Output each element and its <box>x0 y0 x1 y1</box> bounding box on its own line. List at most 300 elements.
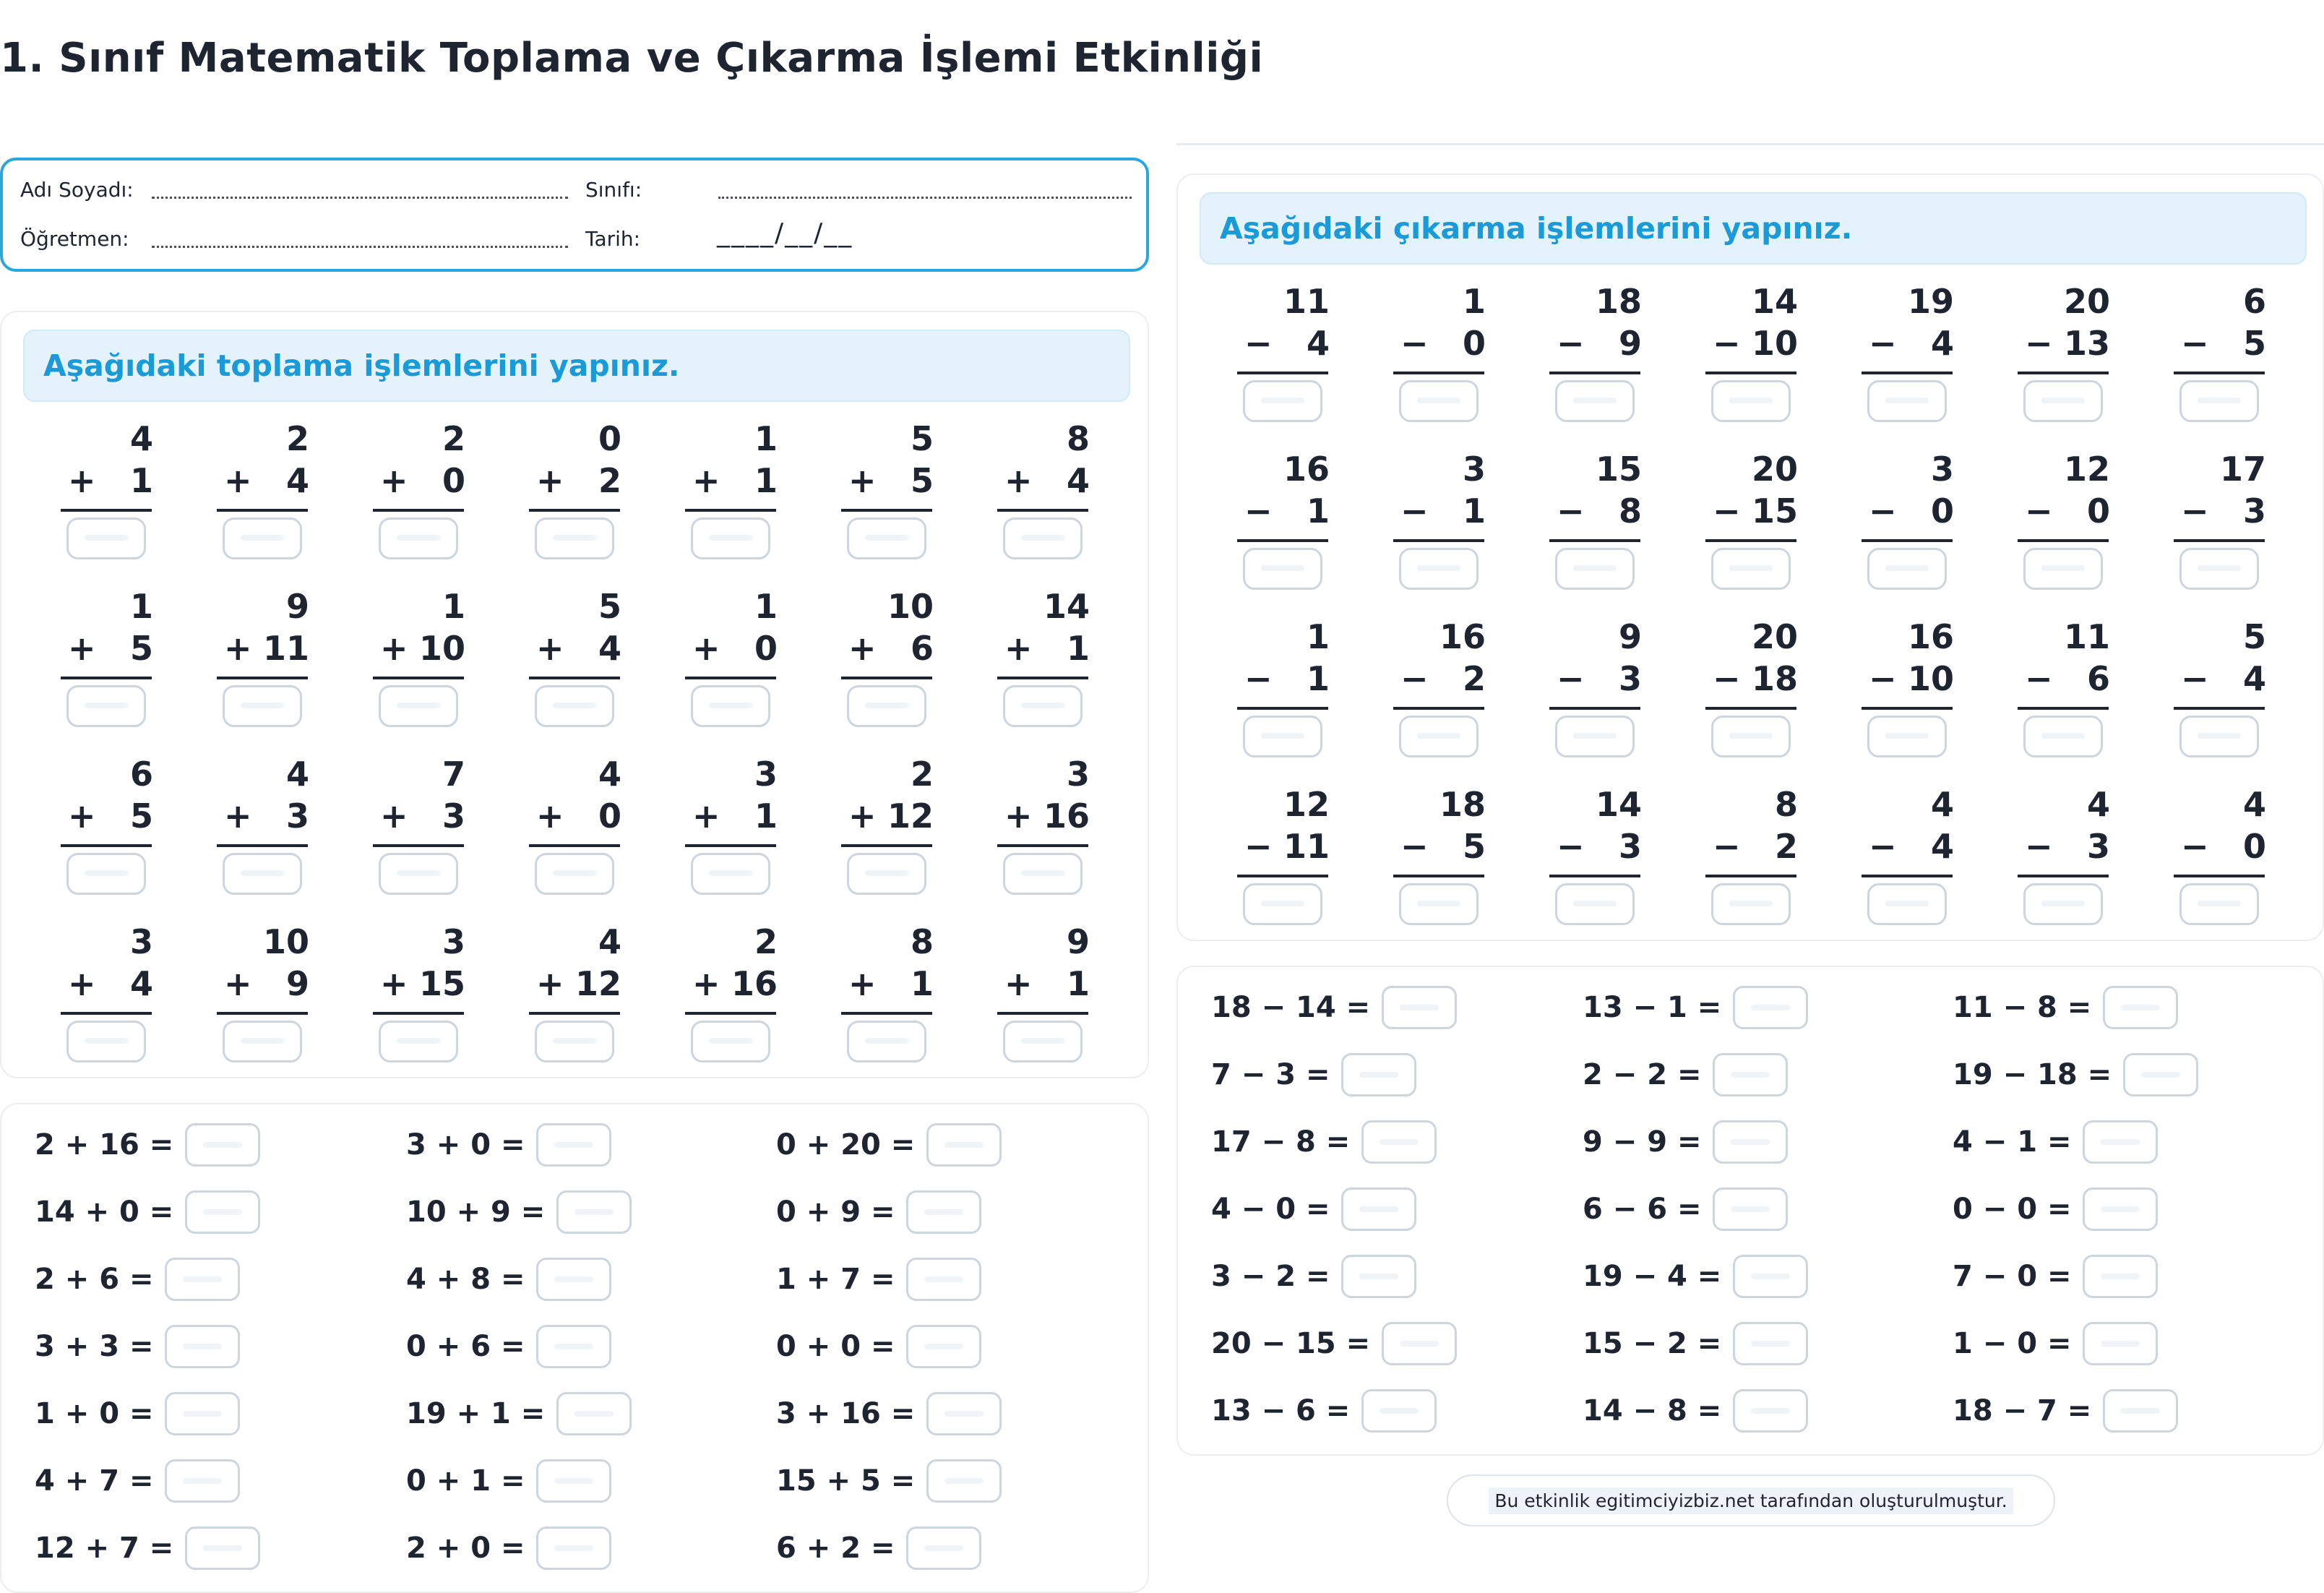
date-field[interactable]: ____/__/__ <box>717 218 853 248</box>
equation-text: 12 + 7 = <box>35 1532 174 1565</box>
addition-equation <box>406 1458 611 1504</box>
equation-text: 0 − 0 = <box>1953 1193 2072 1226</box>
bottom-number: 10 <box>418 629 465 668</box>
bottom-number: 0 <box>442 461 465 500</box>
addition-equation <box>406 1323 611 1370</box>
answer-box[interactable] <box>2083 1120 2158 1164</box>
subtraction-equation <box>1211 1052 1416 1098</box>
answer-box[interactable] <box>2083 1255 2158 1298</box>
top-number: 2 <box>285 419 309 458</box>
bottom-number: 4 <box>598 629 621 668</box>
sum-line <box>61 1012 152 1015</box>
subtraction-equation <box>1953 1119 2158 1165</box>
answer-box[interactable] <box>1555 548 1635 590</box>
answer-box[interactable] <box>66 685 146 727</box>
answer-box[interactable] <box>223 853 302 895</box>
subtraction-problem <box>1860 450 1968 594</box>
answer-box[interactable] <box>223 1021 302 1062</box>
answer-box[interactable] <box>2083 1188 2158 1231</box>
plus-sign: + <box>536 964 564 1003</box>
addition-problem <box>684 419 792 564</box>
top-number: 3 <box>754 755 778 794</box>
top-number: 4 <box>598 755 621 794</box>
student-info-box <box>0 158 1149 272</box>
top-number: 15 <box>1595 450 1642 489</box>
subtraction-problem <box>1860 282 1968 426</box>
answer-box[interactable] <box>1555 883 1635 925</box>
plus-sign: + <box>1004 461 1033 500</box>
top-number: 6 <box>2242 282 2266 321</box>
top-number: 3 <box>129 922 153 961</box>
answer-box[interactable] <box>847 518 926 559</box>
sum-line <box>2018 875 2109 877</box>
answer-box[interactable] <box>691 1021 770 1062</box>
bottom-number: 4 <box>129 964 153 1003</box>
sum-line <box>1862 372 1953 374</box>
minus-sign: − <box>1400 324 1429 363</box>
bottom-number: 1 <box>129 461 153 500</box>
answer-box[interactable] <box>1003 685 1083 727</box>
sum-line <box>1549 539 1640 542</box>
answer-box[interactable] <box>66 1021 146 1062</box>
subtraction-section-header <box>1200 192 2307 265</box>
sum-line <box>841 1012 932 1015</box>
bottom-number: 11 <box>262 629 309 668</box>
answer-box[interactable] <box>1711 380 1791 422</box>
answer-box[interactable] <box>379 685 458 727</box>
sum-line <box>373 509 464 512</box>
answer-box[interactable] <box>2023 380 2103 422</box>
sum-line <box>61 844 152 847</box>
subtraction-problem <box>1860 617 1968 762</box>
addition-problem <box>996 419 1104 564</box>
subtraction-problem <box>1704 450 1812 594</box>
sum-line <box>997 1012 1088 1015</box>
answer-box[interactable] <box>535 685 614 727</box>
addition-equation <box>406 1189 632 1235</box>
sum-line <box>1705 539 1796 542</box>
top-number: 18 <box>1439 785 1486 824</box>
top-number: 1 <box>754 419 778 458</box>
plus-sign: + <box>380 629 408 668</box>
bottom-number: 4 <box>1306 324 1330 363</box>
answer-box[interactable] <box>691 518 770 559</box>
subtraction-problem <box>1236 282 1344 426</box>
sum-line <box>685 509 776 512</box>
subtraction-equation <box>1583 1321 1808 1367</box>
subtraction-equation <box>1953 1052 2198 1098</box>
sum-line <box>1393 539 1484 542</box>
answer-box[interactable] <box>2103 1389 2178 1433</box>
addition-problem <box>684 922 792 1067</box>
addition-panel <box>0 311 1149 1078</box>
answer-box[interactable] <box>535 853 614 895</box>
addition-problem <box>528 922 636 1067</box>
equation-text: 7 − 3 = <box>1211 1058 1330 1091</box>
answer-box[interactable] <box>223 685 302 727</box>
bottom-number: 3 <box>285 796 309 836</box>
answer-box[interactable] <box>536 1325 611 1368</box>
subtraction-equation <box>1953 1321 2158 1367</box>
bottom-number: 2 <box>598 461 621 500</box>
answer-box[interactable] <box>1361 1389 1437 1433</box>
addition-equation <box>406 1391 632 1437</box>
answer-box[interactable] <box>1243 716 1322 757</box>
sum-line <box>1549 372 1640 374</box>
top-number: 3 <box>1462 450 1486 489</box>
equation-text: 1 + 7 = <box>776 1263 895 1296</box>
addition-problem <box>59 755 168 899</box>
answer-box[interactable] <box>2083 1322 2158 1365</box>
answer-box[interactable] <box>1243 548 1322 590</box>
answer-box[interactable] <box>1361 1120 1437 1164</box>
addition-list-panel <box>0 1103 1149 1593</box>
equation-text: 0 + 1 = <box>406 1464 525 1498</box>
minus-sign: − <box>2181 324 2209 363</box>
subtraction-problem <box>1704 282 1812 426</box>
answer-box[interactable] <box>1867 380 1947 422</box>
equation-text: 9 − 9 = <box>1583 1125 1702 1159</box>
answer-box[interactable] <box>379 853 458 895</box>
answer-box[interactable] <box>926 1392 1002 1435</box>
sum-line <box>2018 539 2109 542</box>
answer-box[interactable] <box>2179 883 2259 925</box>
addition-equation <box>35 1323 240 1370</box>
answer-box[interactable] <box>536 1527 611 1570</box>
bottom-number: 12 <box>574 964 621 1003</box>
bottom-number: 5 <box>910 461 934 500</box>
answer-box[interactable] <box>2179 716 2259 757</box>
addition-problem <box>371 922 480 1067</box>
answer-box[interactable] <box>1341 1188 1416 1231</box>
minus-sign: − <box>1713 491 1741 531</box>
plus-sign: + <box>68 629 96 668</box>
bottom-number: 3 <box>1618 659 1642 698</box>
subtraction-section-title: Aşağıdaki çıkarma işlemlerini yapınız. <box>1220 211 1853 246</box>
sum-line <box>997 677 1088 679</box>
top-number: 1 <box>129 587 153 626</box>
subtraction-problem <box>1704 785 1812 929</box>
sum-line <box>685 1012 776 1015</box>
addition-equation <box>35 1525 260 1571</box>
answer-box[interactable] <box>1399 716 1479 757</box>
answer-box[interactable] <box>691 685 770 727</box>
plus-sign: + <box>536 461 564 500</box>
subtraction-equation <box>1953 1253 2158 1300</box>
sum-line <box>217 509 308 512</box>
answer-box[interactable] <box>535 518 614 559</box>
subtraction-equation <box>1211 1186 1416 1232</box>
answer-box[interactable] <box>2023 716 2103 757</box>
top-number: 8 <box>1774 785 1798 824</box>
bottom-number: 5 <box>2242 324 2266 363</box>
answer-box[interactable] <box>1713 1188 1788 1231</box>
subtraction-problem <box>1392 450 1500 594</box>
answer-box[interactable] <box>1867 716 1947 757</box>
answer-box[interactable] <box>1003 853 1083 895</box>
answer-box[interactable] <box>2123 1053 2198 1096</box>
addition-problem <box>59 419 168 564</box>
subtraction-problem <box>1704 617 1812 762</box>
answer-box[interactable] <box>66 853 146 895</box>
bottom-number: 4 <box>1930 324 1954 363</box>
answer-box[interactable] <box>536 1123 611 1167</box>
equation-text: 2 − 2 = <box>1583 1058 1702 1091</box>
bottom-number: 16 <box>731 964 778 1003</box>
equation-text: 13 − 1 = <box>1583 991 1722 1024</box>
name-field[interactable] <box>152 197 568 199</box>
answer-box[interactable] <box>1711 883 1791 925</box>
subtraction-problem <box>1860 785 1968 929</box>
equation-text: 6 − 6 = <box>1583 1193 1702 1226</box>
answer-box[interactable] <box>535 1021 614 1062</box>
top-number: 4 <box>129 419 153 458</box>
answer-box[interactable] <box>1733 1322 1808 1365</box>
top-number: 11 <box>1283 282 1330 321</box>
answer-box[interactable] <box>2023 548 2103 590</box>
minus-sign: − <box>1244 491 1273 531</box>
equation-text: 17 − 8 = <box>1211 1125 1351 1159</box>
answer-box[interactable] <box>906 1258 981 1301</box>
subtraction-equation <box>1953 1388 2178 1434</box>
minus-sign: − <box>2025 827 2053 866</box>
equation-text: 3 + 16 = <box>776 1397 916 1430</box>
answer-box[interactable] <box>379 1021 458 1062</box>
answer-box[interactable] <box>1733 1389 1808 1433</box>
addition-equation <box>406 1256 611 1302</box>
plus-sign: + <box>68 964 96 1003</box>
bottom-number: 10 <box>1751 324 1798 363</box>
answer-box[interactable] <box>536 1459 611 1503</box>
bottom-number: 2 <box>1462 659 1486 698</box>
answer-box[interactable] <box>847 685 926 727</box>
bottom-number: 9 <box>1618 324 1642 363</box>
plus-sign: + <box>692 629 720 668</box>
subtraction-problem <box>1392 785 1500 929</box>
teacher-field[interactable] <box>152 246 568 248</box>
answer-box[interactable] <box>1341 1255 1416 1298</box>
top-number: 4 <box>1930 785 1954 824</box>
subtraction-equation <box>1583 1388 1808 1434</box>
addition-problem <box>840 587 948 731</box>
top-number: 9 <box>1618 617 1642 656</box>
addition-problem <box>996 922 1104 1067</box>
answer-box[interactable] <box>1399 883 1479 925</box>
sum-line <box>217 1012 308 1015</box>
plus-sign: + <box>224 796 252 836</box>
subtraction-problem <box>1236 617 1344 762</box>
equation-text: 19 + 1 = <box>406 1397 546 1430</box>
top-number: 1 <box>1462 282 1486 321</box>
bottom-number: 3 <box>2242 491 2266 531</box>
top-number: 5 <box>910 419 934 458</box>
class-label: Sınıfı: <box>585 178 642 202</box>
plus-sign: + <box>848 964 877 1003</box>
answer-box[interactable] <box>1713 1120 1788 1164</box>
answer-box[interactable] <box>906 1190 981 1234</box>
addition-equation <box>406 1525 611 1571</box>
addition-problem <box>840 419 948 564</box>
top-number: 12 <box>2063 450 2110 489</box>
answer-box[interactable] <box>556 1392 632 1435</box>
plus-sign: + <box>68 796 96 836</box>
answer-box[interactable] <box>1382 986 1457 1029</box>
addition-equation <box>35 1189 260 1235</box>
minus-sign: − <box>1400 827 1429 866</box>
answer-box[interactable] <box>1382 1322 1457 1365</box>
bottom-number: 5 <box>1462 827 1486 866</box>
equation-text: 7 − 0 = <box>1953 1260 2072 1293</box>
answer-box[interactable] <box>2179 380 2259 422</box>
sum-line <box>1393 707 1484 710</box>
plus-sign: + <box>68 461 96 500</box>
bottom-number: 1 <box>754 461 778 500</box>
answer-box[interactable] <box>1555 716 1635 757</box>
answer-box[interactable] <box>1243 883 1322 925</box>
answer-box[interactable] <box>847 853 926 895</box>
answer-box[interactable] <box>379 518 458 559</box>
answer-box[interactable] <box>1399 548 1479 590</box>
sum-line <box>841 844 932 847</box>
equation-text: 0 + 20 = <box>776 1128 916 1162</box>
answer-box[interactable] <box>1711 716 1791 757</box>
answer-box[interactable] <box>1003 1021 1083 1062</box>
answer-box[interactable] <box>66 518 146 559</box>
addition-equation <box>406 1122 611 1168</box>
top-number: 14 <box>1043 587 1090 626</box>
top-number: 9 <box>1066 922 1090 961</box>
answer-box[interactable] <box>185 1123 260 1167</box>
minus-sign: − <box>2181 659 2209 698</box>
answer-box[interactable] <box>536 1258 611 1301</box>
answer-box[interactable] <box>1243 380 1322 422</box>
answer-box[interactable] <box>2023 883 2103 925</box>
addition-problem <box>528 419 636 564</box>
answer-box[interactable] <box>691 853 770 895</box>
answer-box[interactable] <box>2103 986 2178 1029</box>
answer-box[interactable] <box>1341 1053 1416 1096</box>
answer-box[interactable] <box>1867 548 1947 590</box>
plus-sign: + <box>692 461 720 500</box>
answer-box[interactable] <box>165 1459 240 1503</box>
answer-box[interactable] <box>223 518 302 559</box>
answer-box[interactable] <box>1733 986 1808 1029</box>
sum-line <box>2174 875 2265 877</box>
class-field[interactable] <box>718 197 1132 199</box>
equation-text: 0 + 0 = <box>776 1330 895 1363</box>
sum-line <box>2174 372 2265 374</box>
minus-sign: − <box>1557 491 1585 531</box>
minus-sign: − <box>1244 659 1273 698</box>
sum-line <box>1705 875 1796 877</box>
bottom-number: 1 <box>1066 964 1090 1003</box>
equation-text: 4 + 8 = <box>406 1263 525 1296</box>
answer-box[interactable] <box>1711 548 1791 590</box>
top-number: 5 <box>2242 617 2266 656</box>
equation-text: 18 − 14 = <box>1211 991 1371 1024</box>
subtraction-equation <box>1583 984 1808 1031</box>
sum-line <box>373 677 464 679</box>
answer-box[interactable] <box>1713 1053 1788 1096</box>
answer-box[interactable] <box>906 1527 981 1570</box>
answer-box[interactable] <box>1867 883 1947 925</box>
answer-box[interactable] <box>1733 1255 1808 1298</box>
answer-box[interactable] <box>2179 548 2259 590</box>
addition-equation <box>776 1122 1002 1168</box>
answer-box[interactable] <box>556 1190 632 1234</box>
addition-problem <box>215 587 324 731</box>
sum-line <box>997 509 1088 512</box>
bottom-number: 2 <box>1774 827 1798 866</box>
subtraction-equation <box>1211 984 1457 1031</box>
equation-text: 1 − 0 = <box>1953 1327 2072 1360</box>
plus-sign: + <box>692 796 720 836</box>
sum-line <box>2174 707 2265 710</box>
bottom-number: 0 <box>754 629 778 668</box>
subtraction-problem <box>1236 450 1344 594</box>
top-number: 18 <box>1595 282 1642 321</box>
answer-box[interactable] <box>165 1258 240 1301</box>
top-number: 7 <box>442 755 465 794</box>
answer-box[interactable] <box>165 1325 240 1368</box>
minus-sign: − <box>1400 659 1429 698</box>
sum-line <box>1549 707 1640 710</box>
subtraction-problem <box>1548 450 1656 594</box>
addition-section-title: Aşağıdaki toplama işlemlerini yapınız. <box>43 348 680 383</box>
addition-equation <box>35 1122 260 1168</box>
equation-text: 2 + 6 = <box>35 1263 154 1296</box>
subtraction-problem <box>1548 617 1656 762</box>
addition-equation <box>776 1323 981 1370</box>
sum-line <box>529 509 620 512</box>
bottom-number: 0 <box>2086 491 2110 531</box>
sum-line <box>1862 539 1953 542</box>
answer-box[interactable] <box>185 1190 260 1234</box>
addition-problem <box>59 587 168 731</box>
sum-line <box>1862 875 1953 877</box>
sum-line <box>841 677 932 679</box>
addition-equation <box>776 1525 981 1571</box>
minus-sign: − <box>1400 491 1429 531</box>
bottom-number: 1 <box>910 964 934 1003</box>
answer-box[interactable] <box>926 1123 1002 1167</box>
answer-box[interactable] <box>926 1459 1002 1503</box>
equation-text: 18 − 7 = <box>1953 1394 2092 1427</box>
minus-sign: − <box>1713 324 1741 363</box>
equation-text: 3 + 0 = <box>406 1128 525 1162</box>
answer-box[interactable] <box>1003 518 1083 559</box>
bottom-number: 1 <box>754 796 778 836</box>
minus-sign: − <box>2025 491 2053 531</box>
addition-problem <box>59 922 168 1067</box>
answer-box[interactable] <box>185 1527 260 1570</box>
answer-box[interactable] <box>165 1392 240 1435</box>
top-number: 20 <box>1751 617 1798 656</box>
answer-box[interactable] <box>847 1021 926 1062</box>
subtraction-problem <box>1548 785 1656 929</box>
equation-text: 2 + 16 = <box>35 1128 174 1162</box>
answer-box[interactable] <box>1555 380 1635 422</box>
sum-line <box>1393 875 1484 877</box>
answer-box[interactable] <box>906 1325 981 1368</box>
top-number: 16 <box>1907 617 1954 656</box>
plus-sign: + <box>1004 796 1033 836</box>
bottom-number: 8 <box>1618 491 1642 531</box>
answer-box[interactable] <box>1399 380 1479 422</box>
bottom-number: 3 <box>2086 827 2110 866</box>
sum-line <box>2018 707 2109 710</box>
sum-line <box>217 844 308 847</box>
